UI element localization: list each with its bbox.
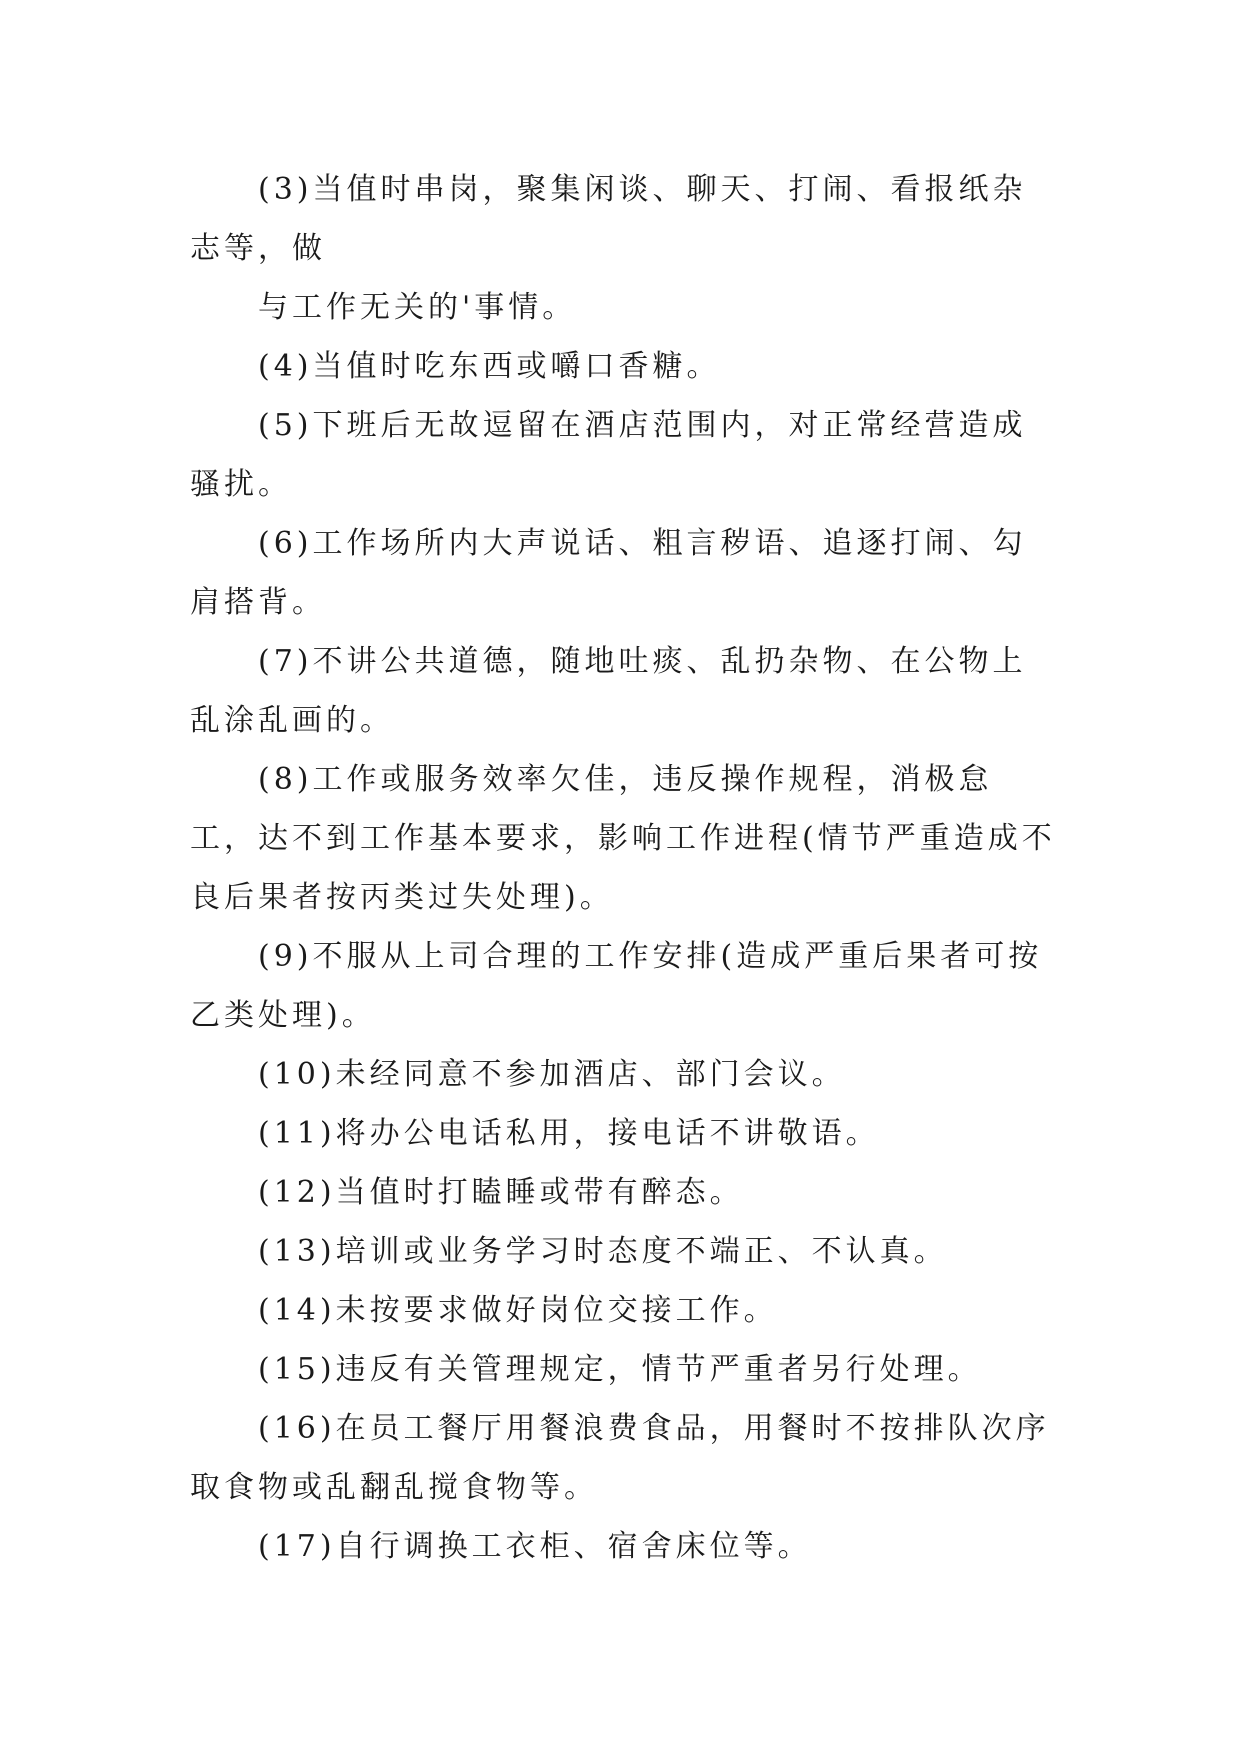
paragraph-15: (15)违反有关管理规定，情节严重者另行处理。 xyxy=(258,1352,982,1387)
paragraph-7: (7)不讲公共道德，随地吐痰、乱扔杂物、在公物上乱涂乱画的。 xyxy=(190,644,1027,738)
paragraph-3-continued: 与工作无关的'事情。 xyxy=(258,290,577,325)
paragraph-8: (8)工作或服务效率欠佳，违反操作规程，消极怠工，达不到工作基本要求，影响工作进程(情节严重造成不良后果者按丙类过失处理)。 xyxy=(190,762,1056,915)
paragraph-16: (16)在员工餐厅用餐浪费食品，用餐时不按排队次序取食物或乱翻乱搅食物等。 xyxy=(190,1411,1050,1505)
paragraph-12: (12)当值时打瞌睡或带有醉态。 xyxy=(258,1175,744,1210)
paragraph-5: (5)下班后无故逗留在酒店范围内，对正常经营造成骚扰。 xyxy=(190,408,1027,502)
paragraph-13: (13)培训或业务学习时态度不端正、不认真。 xyxy=(258,1234,948,1269)
paragraph-10: (10)未经同意不参加酒店、部门会议。 xyxy=(258,1057,846,1092)
paragraph-11: (11)将办公电话私用，接电话不讲敬语。 xyxy=(258,1116,880,1151)
paragraph-3: (3)当值时串岗，聚集闲谈、聊天、打闹、看报纸杂志等，做 xyxy=(190,172,1027,266)
paragraph-14: (14)未按要求做好岗位交接工作。 xyxy=(258,1293,778,1328)
paragraph-4: (4)当值时吃东西或嚼口香糖。 xyxy=(258,349,721,384)
document-body xyxy=(190,160,1060,1576)
paragraph-6: (6)工作场所内大声说话、粗言秽语、追逐打闹、勾肩搭背。 xyxy=(190,526,1027,620)
paragraph-9: (9)不服从上司合理的工作安排(造成严重后果者可按乙类处理)。 xyxy=(190,939,1043,1033)
paragraph-17: (17)自行调换工衣柜、宿舍床位等。 xyxy=(258,1529,812,1564)
